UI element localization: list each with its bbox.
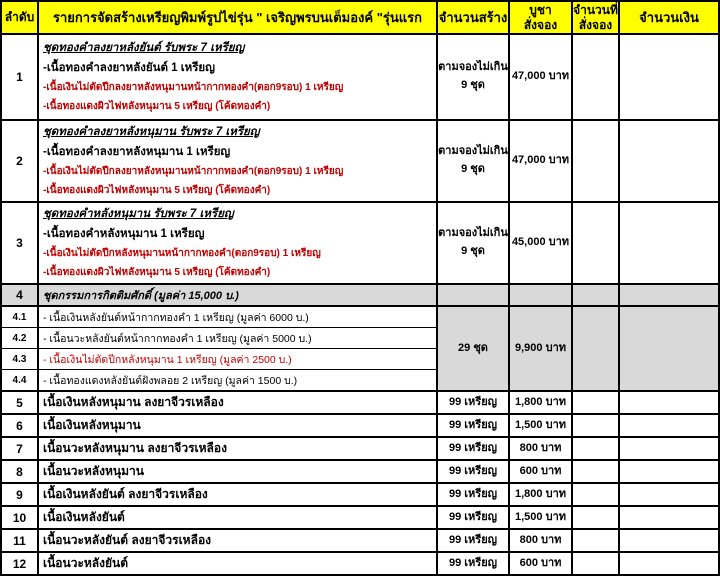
made-qty-cell <box>437 284 509 306</box>
coin-description: เนื้อนวะหลังยันต์ <box>43 556 129 570</box>
made-qty-line2: 9 ชุด <box>461 245 485 257</box>
coin-description: เนื้อเงินหลังยันต์ <box>43 510 125 524</box>
header-ordered <box>572 1 619 34</box>
price-cell: 1,500 บาท <box>509 506 572 529</box>
amount-cell <box>619 306 719 391</box>
coin-description: เนื้อนวะหลังหนุมาน ลงยาจีวรเหลือง <box>43 441 227 455</box>
made-qty-cell: 99 เหรียญ <box>437 483 509 506</box>
table-row <box>1 391 719 414</box>
amount-cell <box>619 552 719 575</box>
set-item-red: -เนื้อทองแดงผิวไฟหลังหนุมาน 5 เหรียญ (โค้ดทองคำ) <box>43 101 271 112</box>
coin-description-cell <box>38 552 437 575</box>
made-qty-cell: 29 ชุด <box>437 306 509 391</box>
row-number: 4.1 <box>1 306 38 328</box>
row-number: 4.4 <box>1 370 38 392</box>
set-item-red: -เนื้อทองแดงผิวไฟหลังหนุมาน 5 เหรียญ (โค้ดทองคำ) <box>43 185 271 196</box>
ordered-qty-cell <box>572 414 619 437</box>
table-row <box>1 437 719 460</box>
row-number: 1 <box>1 34 38 120</box>
price-cell: 45,000 บาท <box>509 202 572 284</box>
table-row <box>1 414 719 437</box>
made-qty-cell: 99 เหรียญ <box>437 414 509 437</box>
header-price-line1: บูชา <box>529 3 552 18</box>
table-header-row <box>1 1 719 34</box>
table-row <box>1 552 719 575</box>
set-description-cell <box>38 202 437 284</box>
amount-cell <box>619 34 719 120</box>
amount-cell <box>619 437 719 460</box>
set-item-main: -เนื้อทองคำลงยาหลังหนุมาน 1 เหรียญ <box>43 146 231 158</box>
price-cell: 47,000 บาท <box>509 34 572 120</box>
table-row <box>1 529 719 552</box>
set-description-cell <box>38 120 437 202</box>
price-cell: 1,800 บาท <box>509 391 572 414</box>
sub-item-text: - เนื้อเงินหลังยันต์หน้ากากทองคำ 1 เหรียญ (มูลค่า 6000 บ.) <box>43 312 309 324</box>
table-row <box>1 34 719 120</box>
ordered-qty-cell <box>572 306 619 391</box>
amount-cell <box>619 483 719 506</box>
sub-item-cell <box>38 328 437 349</box>
set-title: ชุดทองคำลงยาหลังยันต์ รับพระ 7 เหรียญ <box>43 42 245 54</box>
price-cell: 1,800 บาท <box>509 483 572 506</box>
row-number: 11 <box>1 529 38 552</box>
made-qty-cell: 99 เหรียญ <box>437 437 509 460</box>
made-qty-cell: 99 เหรียญ <box>437 460 509 483</box>
made-qty-cell: 99 เหรียญ <box>437 506 509 529</box>
sub-item-cell <box>38 370 437 392</box>
sub-item-text: - เนื้อนวะหลังยันต์หน้ากากทองคำ 1 เหรียญ (มูลค่า 5000 บ.) <box>43 333 312 345</box>
amount-cell <box>619 120 719 202</box>
table-row <box>1 120 719 202</box>
ordered-qty-cell <box>572 391 619 414</box>
set-description-cell <box>38 34 437 120</box>
sub-item-cell <box>38 349 437 370</box>
ordered-qty-cell <box>572 202 619 284</box>
row-number: 8 <box>1 460 38 483</box>
header-ordered-line2: สั่งจอง <box>578 17 613 32</box>
set-item-main: -เนื้อทองคำลงยาหลังยันต์ 1 เหรียญ <box>43 62 215 74</box>
row-number: 4 <box>1 284 38 306</box>
ordered-qty-cell <box>572 460 619 483</box>
header-no: ลำดับ <box>1 1 38 34</box>
made-qty-cell <box>437 34 509 120</box>
committee-title: ชุดกรรมการกิตติมศักดิ์ (มูลค่า 15,000 บ.) <box>43 290 239 302</box>
ordered-qty-cell <box>572 506 619 529</box>
row-number: 7 <box>1 437 38 460</box>
sub-item-text: - เนื้อเงินไม่ตัดปีกหลังหนุมาน 1 เหรียญ (มูลค่า 2500 บ.) <box>43 354 292 366</box>
made-qty-cell: 99 เหรียญ <box>437 529 509 552</box>
coin-description: เนื้อเงินหลังหนุมาน ลงยาจีวรเหลือง <box>43 395 224 409</box>
made-qty-cell <box>437 202 509 284</box>
row-number: 5 <box>1 391 38 414</box>
coin-description-cell <box>38 437 437 460</box>
coin-description-cell <box>38 414 437 437</box>
table-row <box>1 460 719 483</box>
header-description: รายการจัดสร้างเหรียญพิมพ์รูปไข่รุ่น " เจริญพรบนเต็มองค์ "รุ่นแรก <box>38 1 437 34</box>
header-amount: จำนวนเงิน <box>619 1 719 34</box>
ordered-qty-cell <box>572 552 619 575</box>
row-number: 9 <box>1 483 38 506</box>
coin-description-cell <box>38 391 437 414</box>
row-number: 6 <box>1 414 38 437</box>
coin-description-cell <box>38 506 437 529</box>
set-item-red: -เนื้อทองแดงผิวไฟหลังหนุมาน 5 เหรียญ (โค้ดทองคำ) <box>43 267 271 278</box>
header-price-line2: สั่งจอง <box>523 17 558 32</box>
price-cell: 9,900 บาท <box>509 306 572 391</box>
header-made: จำนวนสร้าง <box>437 1 509 34</box>
ordered-qty-cell <box>572 34 619 120</box>
price-cell: 1,500 บาท <box>509 414 572 437</box>
table-row <box>1 202 719 284</box>
row-number: 2 <box>1 120 38 202</box>
coin-description-cell <box>38 483 437 506</box>
table-row <box>1 506 719 529</box>
row-number: 4.2 <box>1 328 38 349</box>
coin-description-cell <box>38 529 437 552</box>
row-number: 12 <box>1 552 38 575</box>
header-ordered-line1: จำนวนที่ <box>573 3 618 18</box>
set-item-main: -เนื้อทองคำหลังหนุมาน 1 เหรียญ <box>43 228 205 240</box>
table-row <box>1 483 719 506</box>
coin-description-cell <box>38 460 437 483</box>
set-title: ชุดทองคำหลังหนุมาน รับพระ 7 เหรียญ <box>43 208 234 220</box>
made-qty-line2: 9 ชุด <box>461 79 485 91</box>
made-qty-line2: 9 ชุด <box>461 163 485 175</box>
amount-cell <box>619 460 719 483</box>
made-qty-line1: ตามจองไม่เกิน <box>438 61 508 74</box>
price-cell: 800 บาท <box>509 529 572 552</box>
set-item-red: -เนื้อเงินไม่ตัดปีกลงยาหลังหนุมานหน้ากากทองคำ(ตอก9รอบ) 1 เหรียญ <box>43 82 344 93</box>
price-cell <box>509 284 572 306</box>
set-item-red: -เนื้อเงินไม่ตัดปีกลงยาหลังหนุมานหน้ากากทองคำ(ตอก9รอบ) 1 เหรียญ <box>43 166 344 177</box>
amount-cell <box>619 506 719 529</box>
ordered-qty-cell <box>572 437 619 460</box>
amount-cell <box>619 284 719 306</box>
ordered-qty-cell <box>572 284 619 306</box>
ordered-qty-cell <box>572 120 619 202</box>
price-cell: 600 บาท <box>509 460 572 483</box>
coin-description: เนื้อนวะหลังหนุมาน <box>43 464 144 478</box>
coin-description: เนื้อนวะหลังยันต์ ลงยาจีวรเหลือง <box>43 533 212 547</box>
price-cell: 47,000 บาท <box>509 120 572 202</box>
set-item-red: -เนื้อเงินไม่ตัดปีกหลังหนุมานหน้ากากทองคำ(ตอก9รอบ) 1 เหรียญ <box>43 248 321 259</box>
sub-item-text: - เนื้อทองแดงหลังยันต์ฝังพลอย 2 เหรียญ (มูลค่า 1500 บ.) <box>43 375 298 387</box>
sub-item-cell <box>38 306 437 328</box>
amount-cell <box>619 391 719 414</box>
amount-cell <box>619 202 719 284</box>
ordered-qty-cell <box>572 483 619 506</box>
set-title: ชุดทองคำลงยาหลังหนุมาน รับพระ 7 เหรียญ <box>43 126 260 138</box>
table-row-committee-header <box>1 284 719 306</box>
table-row-sub <box>1 306 719 328</box>
row-number: 3 <box>1 202 38 284</box>
amount-cell <box>619 414 719 437</box>
amount-cell <box>619 529 719 552</box>
ordered-qty-cell <box>572 529 619 552</box>
header-price <box>509 1 572 34</box>
coin-description: เนื้อเงินหลังยันต์ ลงยาจีวรเหลือง <box>43 487 208 501</box>
price-cell: 800 บาท <box>509 437 572 460</box>
row-number: 4.3 <box>1 349 38 370</box>
made-qty-cell: 99 เหรียญ <box>437 552 509 575</box>
made-qty-line1: ตามจองไม่เกิน <box>438 227 508 240</box>
made-qty-line1: ตามจองไม่เกิน <box>438 145 508 158</box>
made-qty-cell: 99 เหรียญ <box>437 391 509 414</box>
row-number: 10 <box>1 506 38 529</box>
made-qty-cell <box>437 120 509 202</box>
committee-title-cell <box>38 284 437 306</box>
price-cell: 600 บาท <box>509 552 572 575</box>
coin-description: เนื้อเงินหลังหนุมาน <box>43 418 141 432</box>
